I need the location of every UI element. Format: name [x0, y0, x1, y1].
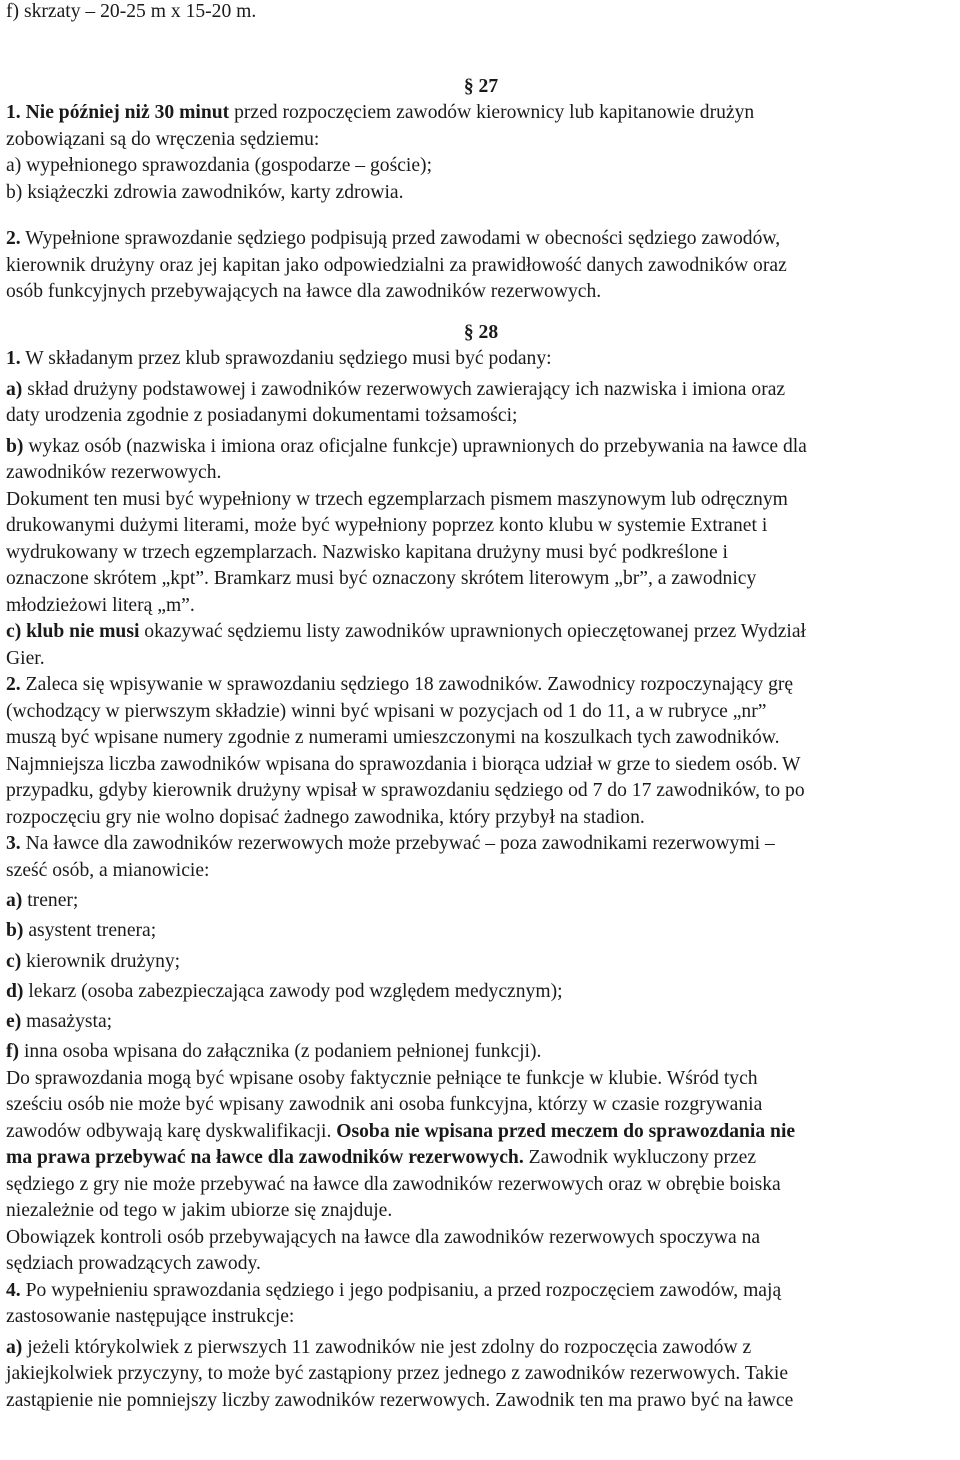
section-27-heading: § 27: [463, 75, 499, 97]
document-page: [6, 0, 956, 1414]
paragraph-number: 1.: [6, 102, 21, 123]
paragraph-number: 4.: [6, 1279, 21, 1301]
paragraph-number: 1.: [6, 348, 21, 369]
section-27-paragraph-1: 1. Nie później niż 30 minut przed rozpoczęciem zawodów kierownicy lub kapitanowie drużyn zobowiązani są do wręczenia sędziemu: a) wypełnionego sprawozdania (gospodarze – goście); b) książeczki zdrowia zawodników, karty zdrowia.: [6, 100, 956, 206]
paragraph-number: 2.: [6, 228, 21, 249]
bold-phrase: klub nie musi: [26, 621, 140, 642]
section-28-paragraph-2: 2. Zaleca się wpisywanie w sprawozdaniu sędziego 18 zawodników. Zawodnicy rozpoczynający grę (wchodzący w pierwszym składzie) winni być wpisani w pozycjach od 1 do 11, a w rubryce „nr” muszą być wpisane numery zgodnie z numerami umieszczonymi na koszulkach tych zawodników. Najmniejsza liczba zawodników wpisana do sprawozdania i biorąca udział w grze to siedem osób. W przypadku, gdyby kierownik drużyny wpisał w sprawozdaniu sędziego od 7 do 17 zawodników, to po rozpoczęciu gry nie wolno dopisać żadnego zawodnika, który przybył na stadion.: [6, 674, 805, 828]
paragraph-number: 2.: [6, 674, 21, 695]
list-label: a): [6, 378, 23, 400]
section-28-paragraph-4: 4. Po wypełnieniu sprawozdania sędziego i jego podpisaniu, a przed rozpoczęciem zawodów, mają zastosowanie następujące instrukcje: a) jeżeli którykolwiek z pierwszych 11 zawodników nie jest zdolny do rozpoczęcia zawodów z jakiejkolwiek przyczyny, to może być zastąpiony przez jednego z zawodników rezerwowych. Takie zastąpienie nie pomniejszy liczby zawodników rezerwowych. Zawodnik ten ma prawo być na ławce: [6, 1279, 794, 1411]
list-item: a) wypełnionego sprawozdania (gospodarze – goście);: [6, 155, 433, 176]
list-label: b): [6, 435, 24, 457]
list-item: c) kierownik drużyny;: [6, 950, 181, 972]
paragraph-number: 3.: [6, 833, 21, 854]
list-item: b) asystent trenera;: [6, 920, 157, 942]
bold-phrase: ma prawa przebywać na ławce dla zawodników rezerwowych.: [6, 1147, 524, 1169]
section-28-heading: § 28: [463, 321, 499, 343]
list-label: c): [6, 621, 22, 642]
list-item: e) masażysta;: [6, 1011, 113, 1033]
list-item: a) trener;: [6, 890, 79, 911]
list-item: b) książeczki zdrowia zawodników, karty zdrowia.: [6, 181, 404, 203]
section-28-paragraph-3: 3. Na ławce dla zawodników rezerwowych może przebywać – poza zawodnikami rezerwowymi – sześć osób, a mianowicie: a) trener; b) asystent trenera; c) kierownik drużyny; d) lekarz (osoba zabezpieczająca zawody pod względem medycznym); e) masażysta; f) inna osoba wpisana do załącznika (z podaniem pełnionej funkcji). Do sprawozdania mogą być wpisane osoby faktycznie pełniące te funkcje w klubie. Wśród tych sześciu osób nie może być wpisany zawodnik ani osoba funkcyjna, którzy w czasie rozgrywania zawodów odbywają karę dyskwalifikacji. Osoba nie wpisana przed meczem do sprawozdania nie ma prawa przebywać na ławce dla zawodników rezerwowych. Zawodnik wykluczony przez sędziego z gry nie może przebywać na ławce dla zawodników rezerwowych oraz w obrębie boiska niezależnie od tego w jakim ubiorze się znajduje. Obowiązek kontroli osób przebywających na ławce dla zawodników rezerwowych spoczywa na sędziach prowadzących zawody.: [6, 831, 956, 1278]
top-line: f) skrzaty – 20-25 m x 15-20 m.: [6, 1, 257, 22]
bold-phrase: Nie później niż 30 minut: [25, 102, 230, 123]
list-item: d) lekarz (osoba zabezpieczająca zawody pod względem medycznym);: [6, 980, 563, 1002]
bold-phrase: Osoba nie wpisana przed meczem do sprawozdania nie: [336, 1120, 796, 1142]
list-label: a): [6, 1336, 23, 1358]
section-27-paragraph-2: 2. Wypełnione sprawozdanie sędziego podpisują przed zawodami w obecności sędziego zawodów, kierownik drużyny oraz jej kapitan jako odpowiedzialni za prawidłowość danych zawodników oraz osób funkcyjnych przebywających na ławce dla zawodników rezerwowych.: [6, 228, 787, 302]
section-28-paragraph-1: 1. W składanym przez klub sprawozdaniu sędziego musi być podany: a) skład drużyny podstawowej i zawodników rezerwowych zawierający ich nazwiska i imiona oraz daty urodzenia zgodnie z posiadanymi dokumentami tożsamości; b) wykaz osób (nazwiska i imiona oraz oficjalne funkcje) uprawnionych do przebywania na ławce dla zawodników rezerwowych. Dokument ten musi być wypełniony w trzech egzemplarzach pismem maszynowym lub odręcznym drukowanymi dużymi literami, może być wypełniony poprzez konto klubu w systemie Extranet i wydrukowany w trzech egzemplarzach. Nazwisko kapitana drużyny musi być podkreślone i oznaczone skrótem „kpt”. Bramkarz musi być oznaczony skrótem literowym „br”, a zawodnicy młodzieżowi literą „m”. c) klub nie musi okazywać sędziemu listy zawodników uprawnionych opieczętowanej przez Wydział Gier.: [6, 348, 807, 669]
list-item: f) inna osoba wpisana do załącznika (z podaniem pełnionej funkcji).: [6, 1041, 542, 1063]
